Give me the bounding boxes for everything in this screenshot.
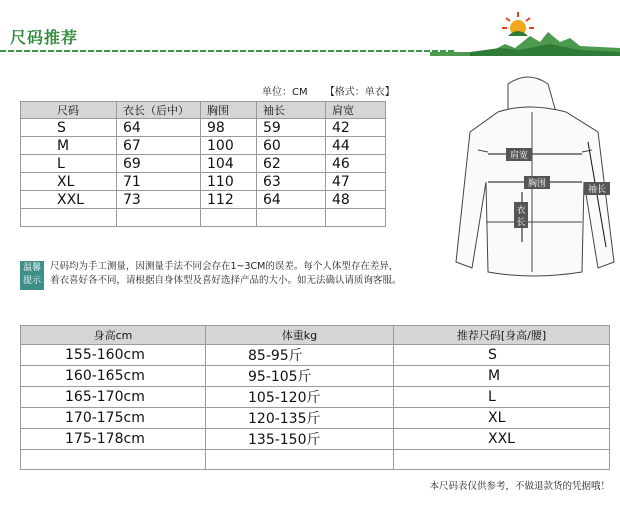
height-cell: 165-170cm — [21, 387, 206, 408]
length-cell: 67 — [117, 137, 201, 155]
table-row — [21, 191, 386, 209]
length-cell: 71 — [117, 173, 201, 191]
size-cell: XXL — [21, 191, 117, 209]
chest-cell: 100 — [201, 137, 257, 155]
recommend-header-row — [21, 326, 610, 345]
sleeve-header: 袖长 — [257, 102, 326, 119]
shoulder-cell: 42 — [326, 119, 386, 137]
page-title: 尺码推荐 — [10, 28, 79, 47]
table-row — [21, 345, 610, 366]
table-row — [21, 155, 386, 173]
recommended-size-cell: M — [394, 366, 610, 387]
recommended-size-header: 推荐尺码[身高/腰] — [394, 326, 610, 345]
tip-badge-line1: 温馨 — [22, 263, 41, 273]
table-row — [21, 173, 386, 191]
height-header: 身高cm — [21, 326, 206, 345]
sleeve-cell: 60 — [257, 137, 326, 155]
table-row-empty — [21, 450, 610, 470]
length-cell: 69 — [117, 155, 201, 173]
weight-cell: 120-135斤 — [206, 408, 394, 429]
sleeve-cell — [257, 209, 326, 227]
chest-cell: 112 — [201, 191, 257, 209]
format-label: 【格式：单衣】 — [324, 87, 395, 98]
recommended-size-cell — [394, 450, 610, 470]
chest-header: 胸围 — [201, 102, 257, 119]
table-row — [21, 387, 610, 408]
recommended-size-cell: L — [394, 387, 610, 408]
footnote: 本尺码表仅供参考，不做退款货的凭据哦！ — [429, 481, 610, 492]
recommend-table — [20, 325, 610, 470]
mountain-sun-logo-icon — [430, 8, 620, 56]
height-cell: 160-165cm — [21, 366, 206, 387]
height-cell: 155-160cm — [21, 345, 206, 366]
shoulder-header: 肩宽 — [326, 102, 386, 119]
length-label-1: 衣 — [516, 206, 526, 216]
height-cell — [21, 450, 206, 470]
size-cell: L — [21, 155, 117, 173]
sleeve-cell: 59 — [257, 119, 326, 137]
length-header: 衣长（后中） — [117, 102, 201, 119]
unit-label: 单位：CM — [262, 87, 308, 98]
size-header: 尺码 — [21, 102, 117, 119]
shoulder-cell — [326, 209, 386, 227]
sleeve-cell: 62 — [257, 155, 326, 173]
weight-header: 体重kg — [206, 326, 394, 345]
size-cell: M — [21, 137, 117, 155]
recommended-size-cell: XXL — [394, 429, 610, 450]
sleeve-cell: 63 — [257, 173, 326, 191]
weight-cell: 95-105斤 — [206, 366, 394, 387]
page-header — [0, 0, 620, 58]
sleeve-label: 袖长 — [587, 185, 607, 195]
tip-badge — [20, 261, 44, 290]
tip-line2: 着衣喜好各不同，请根据自身体型及喜好选择产品的大小。如无法确认请质询客服。 — [50, 275, 402, 286]
length-cell: 64 — [117, 119, 201, 137]
sleeve-cell: 64 — [257, 191, 326, 209]
tip-text — [50, 260, 430, 288]
size-cell: S — [21, 119, 117, 137]
height-cell: 175-178cm — [21, 429, 206, 450]
recommended-size-cell: S — [394, 345, 610, 366]
shoulder-cell: 48 — [326, 191, 386, 209]
shoulder-cell: 46 — [326, 155, 386, 173]
table-row — [21, 137, 386, 155]
shoulder-label: 肩宽 — [509, 151, 529, 161]
height-cell: 170-175cm — [21, 408, 206, 429]
weight-cell — [206, 450, 394, 470]
weight-cell: 135-150斤 — [206, 429, 394, 450]
weight-cell: 85-95斤 — [206, 345, 394, 366]
chest-cell: 104 — [201, 155, 257, 173]
shoulder-cell: 44 — [326, 137, 386, 155]
size-cell — [21, 209, 117, 227]
length-cell — [117, 209, 201, 227]
chest-cell: 110 — [201, 173, 257, 191]
size-table-header-row — [21, 102, 386, 119]
size-cell: XL — [21, 173, 117, 191]
table-row — [21, 408, 610, 429]
size-table — [20, 101, 386, 227]
weight-cell: 105-120斤 — [206, 387, 394, 408]
tip-badge-line2: 提示 — [22, 276, 41, 286]
table-row — [21, 119, 386, 137]
unit-info — [262, 83, 409, 98]
tip-line1: 尺码均为手工测量，因测量手法不同会存在1~3CM的误差。每个人体型存在差异， — [50, 261, 399, 272]
header-divider — [0, 50, 455, 52]
chest-cell: 98 — [201, 119, 257, 137]
recommended-size-cell: XL — [394, 408, 610, 429]
table-row — [21, 366, 610, 387]
shoulder-cell: 47 — [326, 173, 386, 191]
jacket-diagram — [448, 72, 618, 287]
chest-cell — [201, 209, 257, 227]
table-row — [21, 429, 610, 450]
chest-label: 胸围 — [527, 179, 547, 189]
table-row-empty — [21, 209, 386, 227]
length-label-2: 长 — [516, 218, 526, 228]
length-cell: 73 — [117, 191, 201, 209]
